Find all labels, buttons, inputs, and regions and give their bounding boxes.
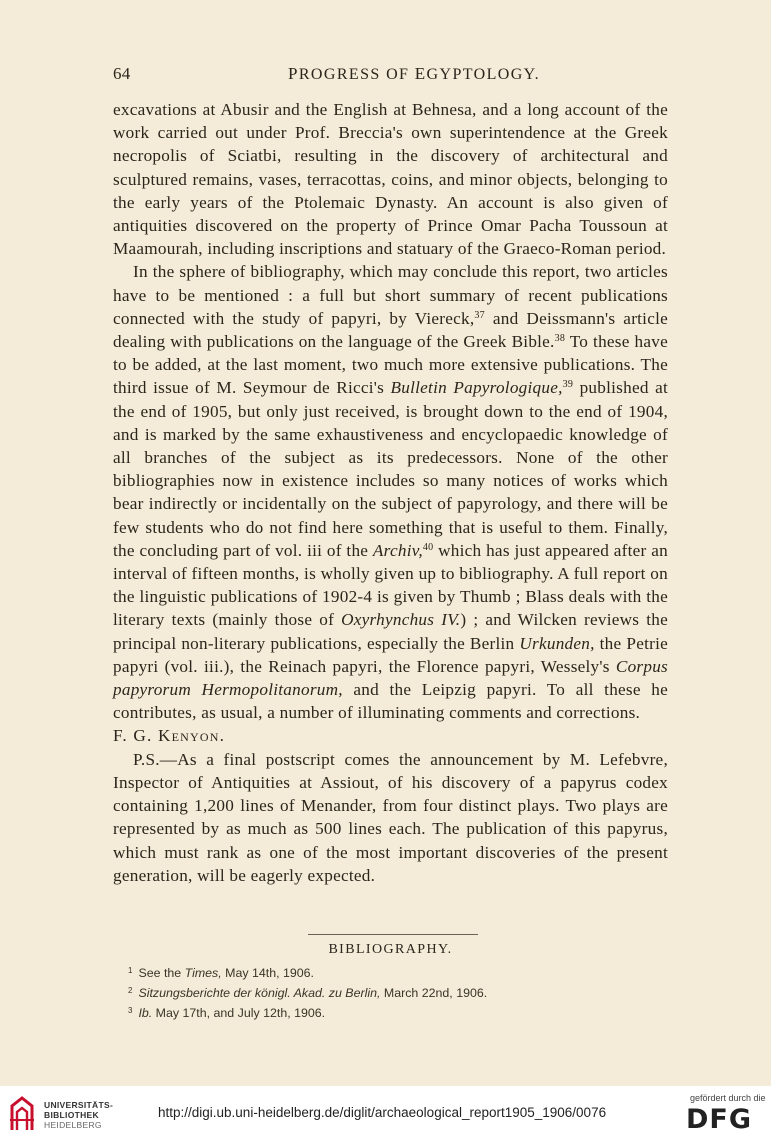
funded-by-label: gefördert durch die xyxy=(690,1093,766,1103)
author-signature: F. G. Kenyon. xyxy=(113,726,226,746)
dfg-logo: DFG xyxy=(686,1104,753,1135)
postscript-paragraph: P.S.—As a final postscript comes the announcement by M. Lefebvre, Inspector of Antiquities at Assiout, of his discovery of a papyrus codex containing 1,200 lines of Menander, from four distinct plays. Two plays are represented by as much as 500 lines each. The publication of this papyrus, which must rank as one of the most important discoveries of the present generation, will be eagerly expected. xyxy=(113,749,668,885)
library-name: UNIVERSITÄTS- BIBLIOTHEK HEIDELBERG xyxy=(44,1100,114,1130)
bibliography-item: $^1$ See the Times, May 14th, 1906. xyxy=(128,966,315,980)
footnote-ref-37: 37 xyxy=(474,309,485,321)
bibliography-item: $^3$ Ib. May 17th, and July 12th, 1906. xyxy=(128,1006,326,1020)
paragraph-1: excavations at Abusir and the English at Behnesa, and a long account of the work carried out under Prof. Breccia's own superintendence at the Greek necropolis of Sciatbi, resulting in the discovery of architectural and sculptured remains, vases, terracottas, coins, and minor objects, belonging to the early years of the Ptolemaic Dynasty. An account is also given of antiquities discovered on the property of Prince Omar Pacha Toussoun at Maamourah, including inscriptions and statuary of the Graeco-Roman period. xyxy=(113,100,668,259)
footnote-ref-38: 38 xyxy=(554,333,566,345)
footnote-ref-40: 40 xyxy=(422,541,434,553)
bibliography-item: $^2$ Sitzungsberichte der königl. Akad. zu Berlin, March 22nd, 1906. xyxy=(128,986,488,1000)
university-library-logo-icon xyxy=(8,1096,36,1132)
bibliography-list xyxy=(128,962,487,1022)
paragraph-2: In the sphere of bibliography, which may conclude this report, two articles have to be mentioned : a full but short summary of recent publications connected with the study of papyri, by Viereck,$^{37}$ and Deissmann's article dealing with publications on the language of the Greek Bible.$^{38}$ To these have to be added, at the last moment, two much more extensive publications. The third issue of M. Seymour de Ricci's Bulletin Papyrologique,$^{39}$ published at the end of 1905, but only just received, is brought down to the end of 1904, and is marked by the same exhaustiveness and encyclopaedic knowledge of all branches of the subject as its predecessors. None of the other bibliographies now in existence includes so many notices of works which bear indirectly or incidentally on the subject of papyrology, and there will be few students who do not find here something that is useful to them. Finally, the concluding part of vol. iii of the Archiv,$^{40}$ which has just appeared after an interval of fifteen months, is wholly given up to bibliography. A full report on the linguistic publications of 1902-4 is given by Thumb ; Blass deals with the literary texts (mainly those of Oxyrhynchus IV.) ; and Wilcken reviews the principal non-literary publications, especially the Berlin Urkunden, the Petrie papyri (vol. iii.), the Reinach papyri, the Florence papyri, Wessely's Corpus papyrorum Hermopolitanorum, and the Leipzig papyri. To all these he contributes, as usual, a number of illuminating comments and corrections. xyxy=(113,262,668,723)
footnote-ref-39: 39 xyxy=(562,379,574,391)
permalink-url[interactable]: http://digi.ub.uni-heidelberg.de/diglit/archaeological_report1905_1906/0076 xyxy=(158,1105,607,1120)
body-text xyxy=(113,98,668,887)
page-number: 64 xyxy=(113,64,131,83)
section-divider xyxy=(308,934,478,935)
running-head: PROGRESS OF EGYPTOLOGY. xyxy=(288,64,540,83)
bibliography-title: BIBLIOGRAPHY. xyxy=(328,942,453,957)
footer-bar xyxy=(0,1086,771,1144)
